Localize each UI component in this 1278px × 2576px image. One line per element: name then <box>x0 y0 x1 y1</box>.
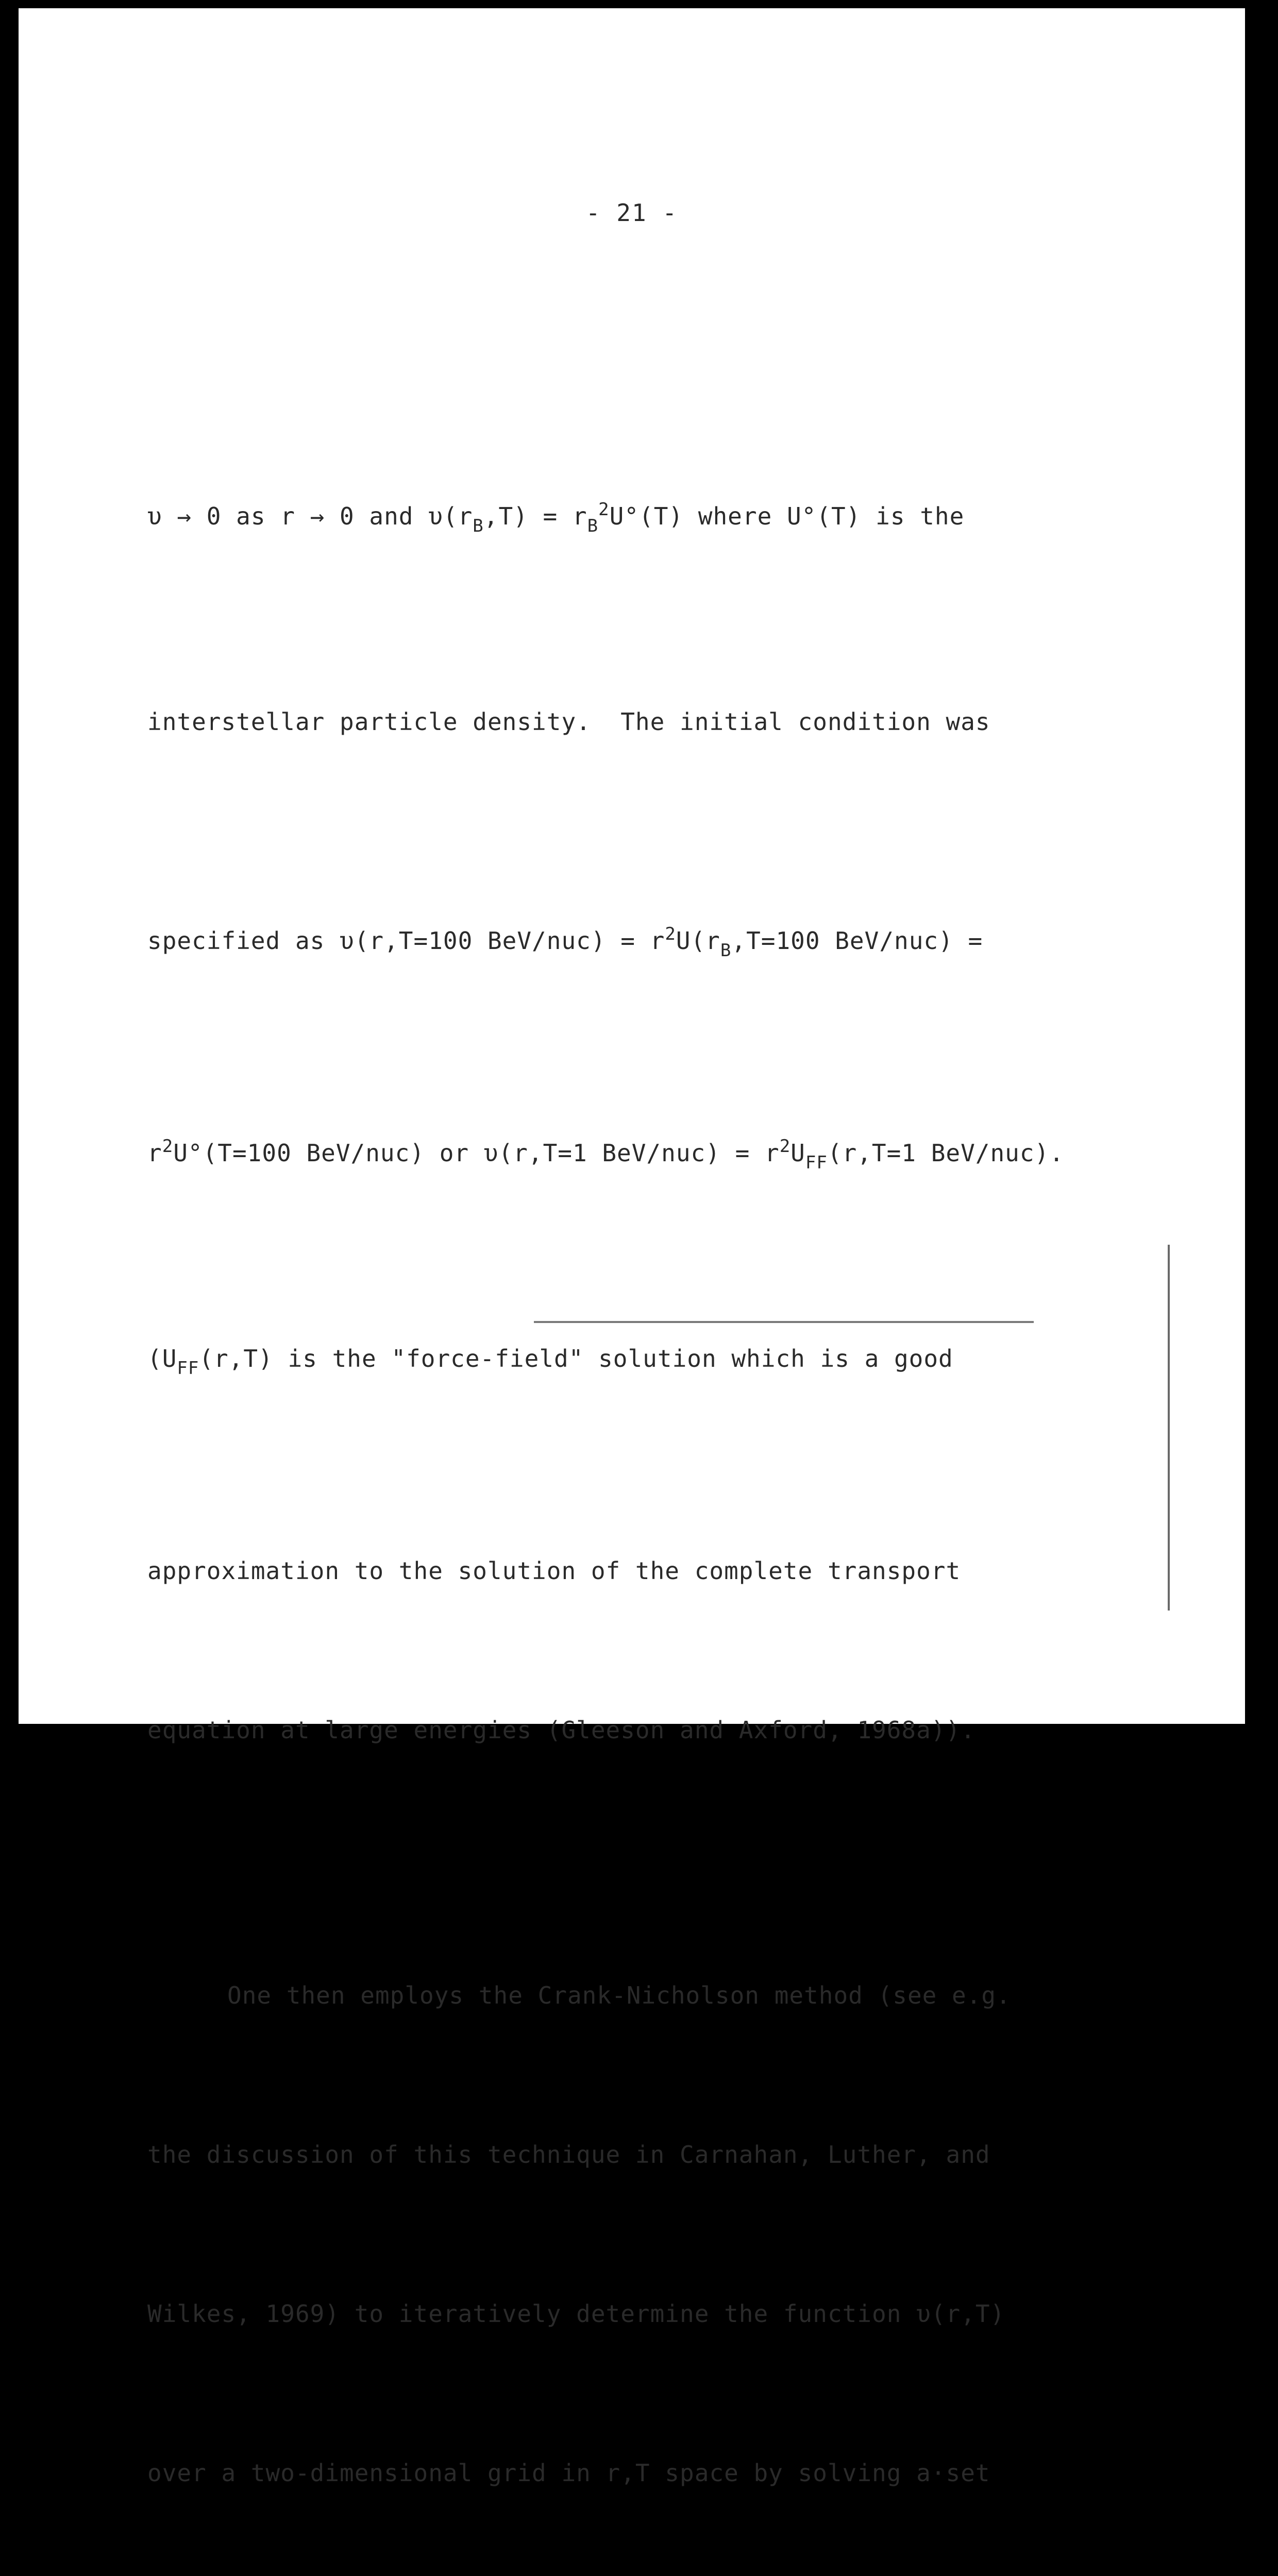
subscript: ° <box>624 502 640 530</box>
text-fragment: υ → 0 as r → 0 and υ(r <box>147 502 473 530</box>
text-line: Wilkes, 1969) to iteratively determine the function υ(r,T) <box>147 2300 1005 2328</box>
text-fragment: (r,T) is the "force-field" solution which is a good <box>199 1345 953 1372</box>
text-fragment: U <box>173 1139 188 1167</box>
text-line: over a two-dimensional grid in r,T space by solving a·set <box>147 2459 990 2487</box>
document-page <box>19 8 1245 2487</box>
text-fragment: U <box>609 502 625 530</box>
text-fragment: (r,T=1 BeV/nuc). <box>827 1139 1064 1167</box>
text-fragment: specified as υ(r,T=100 BeV/nuc) = r <box>147 927 665 955</box>
text-line <box>147 1332 1209 1385</box>
body-text <box>147 271 1209 2576</box>
subscript: B <box>720 940 732 961</box>
text-fragment: ,T) = r <box>483 502 587 530</box>
text-fragment: (T) is the <box>816 502 965 530</box>
text-line: approximation to the solution of the complete transport <box>147 1557 961 1585</box>
text-line <box>147 483 1209 536</box>
text-line: interstellar particle density. The initial condition was <box>147 708 990 736</box>
superscript: 2 <box>779 1136 791 1157</box>
subscript: FF <box>805 1153 828 1173</box>
text-line: equation at large energies (Gleeson and Axford, 1968a)). <box>147 1716 976 1744</box>
page-number: - 21 - <box>585 199 678 227</box>
subscript: B <box>473 516 484 536</box>
text-fragment: r <box>147 1139 162 1167</box>
superscript: 2 <box>665 924 676 944</box>
text-fragment: U <box>791 1139 805 1167</box>
handwritten-underline <box>534 1321 1034 1323</box>
text-fragment: ,T=100 BeV/nuc) = <box>731 927 983 955</box>
text-fragment: U(r <box>676 927 720 955</box>
superscript: 2 <box>598 499 610 520</box>
subscript: FF <box>177 1358 199 1379</box>
superscript: 2 <box>162 1136 174 1157</box>
text-line <box>147 1120 1209 1173</box>
subscript: ° <box>801 502 817 530</box>
text-fragment: (T=100 BeV/nuc) or υ(r,T=1 BeV/nuc) = r <box>203 1139 780 1167</box>
text-line: One then employs the Crank-Nicholson method (see e.g. <box>227 1981 1011 2009</box>
text-line <box>147 908 1209 961</box>
text-line: the discussion of this technique in Carnahan, Luther, and <box>147 2141 990 2168</box>
text-fragment: (U <box>147 1345 177 1372</box>
text-fragment: (T) where U <box>639 502 802 530</box>
margin-revision-bar <box>1168 1245 1170 1611</box>
subscript: ° <box>188 1139 203 1167</box>
subscript: B <box>587 516 599 536</box>
